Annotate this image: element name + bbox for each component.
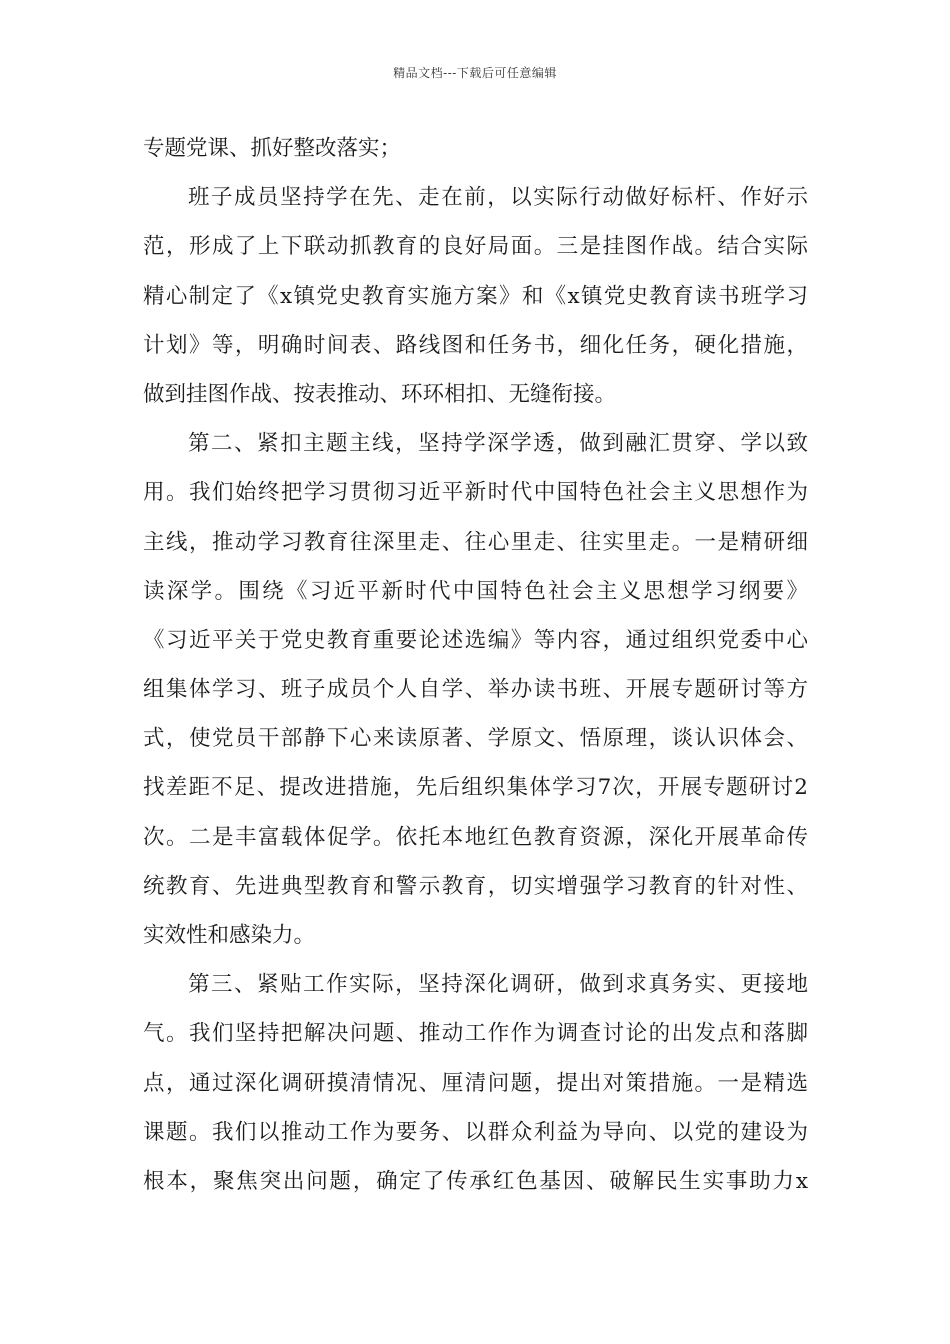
text-line: 次。二是丰富载体促学。依托本地红色教育资源，深化开展革命传 [143,824,808,850]
text-line: 精心制定了《x镇党史教育实施方案》和《x镇党史教育读书班学习 [143,283,808,309]
text-line: 课题。我们以推动工作为要务、以群众利益为导向、以党的建设为 [143,1119,808,1145]
text-line: 式，使党员干部静下心来读原著、学原文、悟原理，谈认识体会、 [143,726,808,752]
text-line: 《习近平关于党史教育重要论述选编》等内容，通过组织党委中心 [143,627,808,653]
text-line: 点，通过深化调研摸清情况、厘清问题，提出对策措施。一是精选 [143,1070,808,1096]
text-line: 找差距不足、提改进措施，先后组织集体学习7次，开展专题研讨2 [143,775,808,801]
text-line: 根本，聚焦突出问题，确定了传承红色基因、破解民生实事助力x [143,1168,808,1194]
text-line: 气。我们坚持把解决问题、推动工作作为调查讨论的出发点和落脚 [143,1021,808,1047]
text-line: 主线，推动学习教育往深里走、往心里走、往实里走。一是精研细 [143,529,808,555]
text-line: 班子成员坚持学在先、走在前，以实际行动做好标杆、作好示 [188,185,808,211]
text-line: 第三、紧贴工作实际，坚持深化调研，做到求真务实、更接地 [188,972,808,998]
text-line: 专题党课、抓好整改落实； [143,136,402,161]
document-body [143,124,808,1206]
text-line: 计划》等，明确时间表、路线图和任务书，细化任务，硬化措施， [143,332,808,358]
text-line: 组集体学习、班子成员个人自学、举办读书班、开展专题研讨等方 [143,677,808,703]
text-line: 用。我们始终把学习贯彻习近平新时代中国特色社会主义思想作为 [143,480,808,506]
text-line: 统教育、先进典型教育和警示教育，切实增强学习教育的针对性、 [143,873,808,899]
page-header: 精品文档---下载后可任意编辑 [393,66,557,80]
text-line: 读深学。围绕《习近平新时代中国特色社会主义思想学习纲要》 [143,578,808,604]
text-line: 实效性和感染力。 [143,923,316,948]
text-line: 范，形成了上下联动抓教育的良好局面。三是挂图作战。结合实际 [143,234,808,260]
text-line: 做到挂图作战、按表推动、环环相扣、无缝衔接。 [143,381,617,407]
text-line: 第二、紧扣主题主线，坚持学深学透，做到融汇贯穿、学以致 [188,431,808,457]
